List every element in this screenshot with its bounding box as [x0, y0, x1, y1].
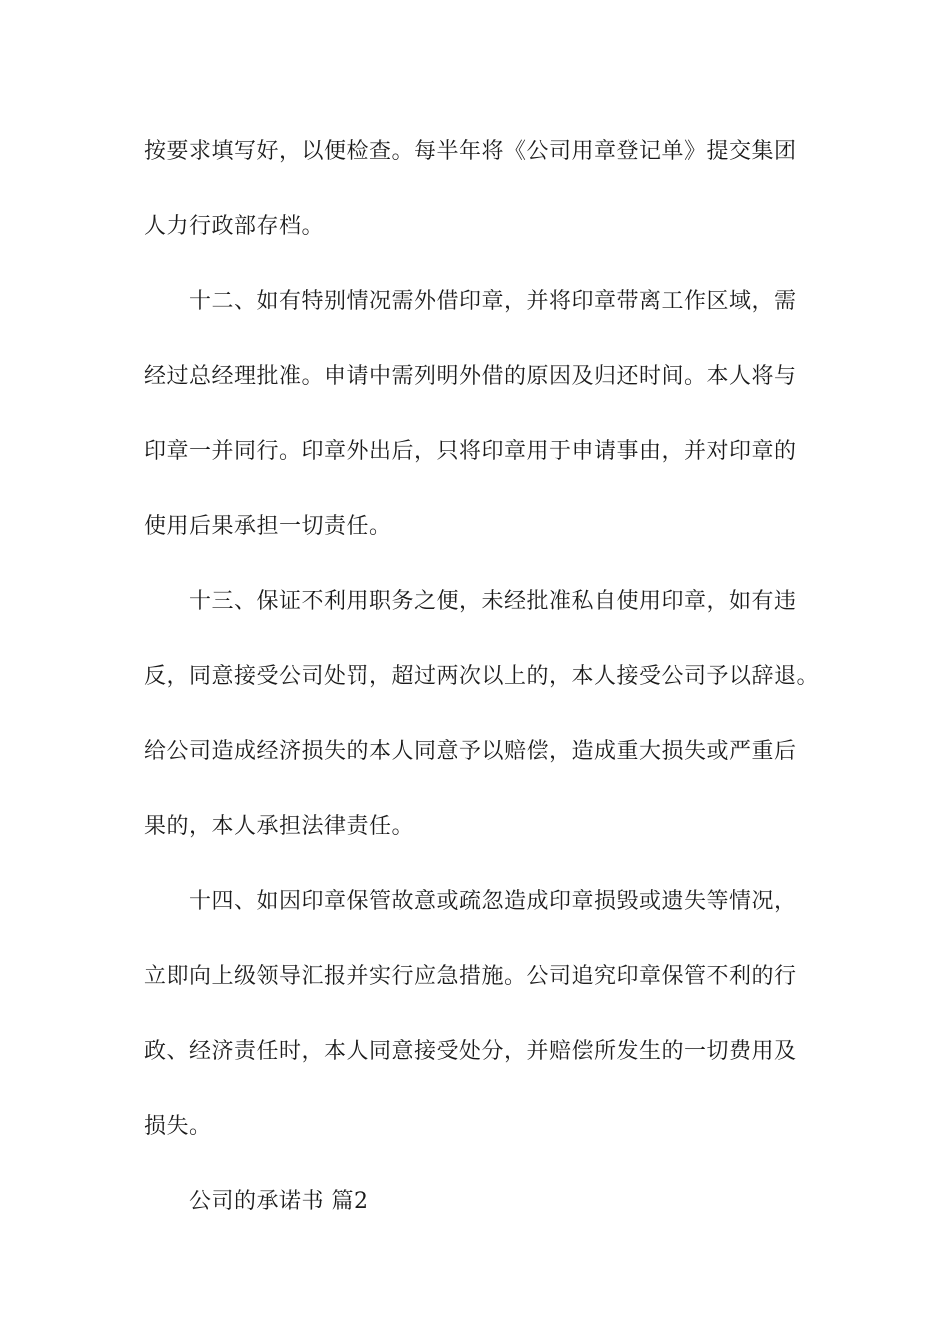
text-line: 果的，本人承担法律责任。: [144, 814, 415, 839]
text-line: 经过总经理批准。申请中需列明外借的原因及归还时间。本人将与: [144, 364, 797, 389]
section-heading: 公司的承诺书 篇2: [189, 1189, 369, 1214]
text-line: 使用后果承担一切责任。: [144, 514, 392, 539]
text-line: 损失。: [144, 1114, 212, 1139]
paragraph-14-start: 十四、如因印章保管故意或疏忽造成印章损毁或遗失等情况，: [189, 889, 797, 914]
text-line: 人力行政部存档。: [144, 214, 325, 239]
text-line: 反，同意接受公司处罚，超过两次以上的，本人接受公司予以辞退。: [144, 664, 820, 689]
text-line: 给公司造成经济损失的本人同意予以赔偿，造成重大损失或严重后: [144, 739, 797, 764]
text-line: 按要求填写好，以便检查。每半年将《公司用章登记单》提交集团: [144, 139, 797, 164]
text-line: 印章一并同行。印章外出后，只将印章用于申请事由，并对印章的: [144, 439, 797, 464]
paragraph-13-start: 十三、保证不利用职务之便，未经批准私自使用印章，如有违: [189, 589, 797, 614]
text-line: 政、经济责任时，本人同意接受处分，并赔偿所发生的一切费用及: [144, 1039, 797, 1064]
paragraph-12-start: 十二、如有特别情况需外借印章，并将印章带离工作区域，需: [189, 289, 797, 314]
text-line: 立即向上级领导汇报并实行应急措施。公司追究印章保管不利的行: [144, 964, 797, 989]
